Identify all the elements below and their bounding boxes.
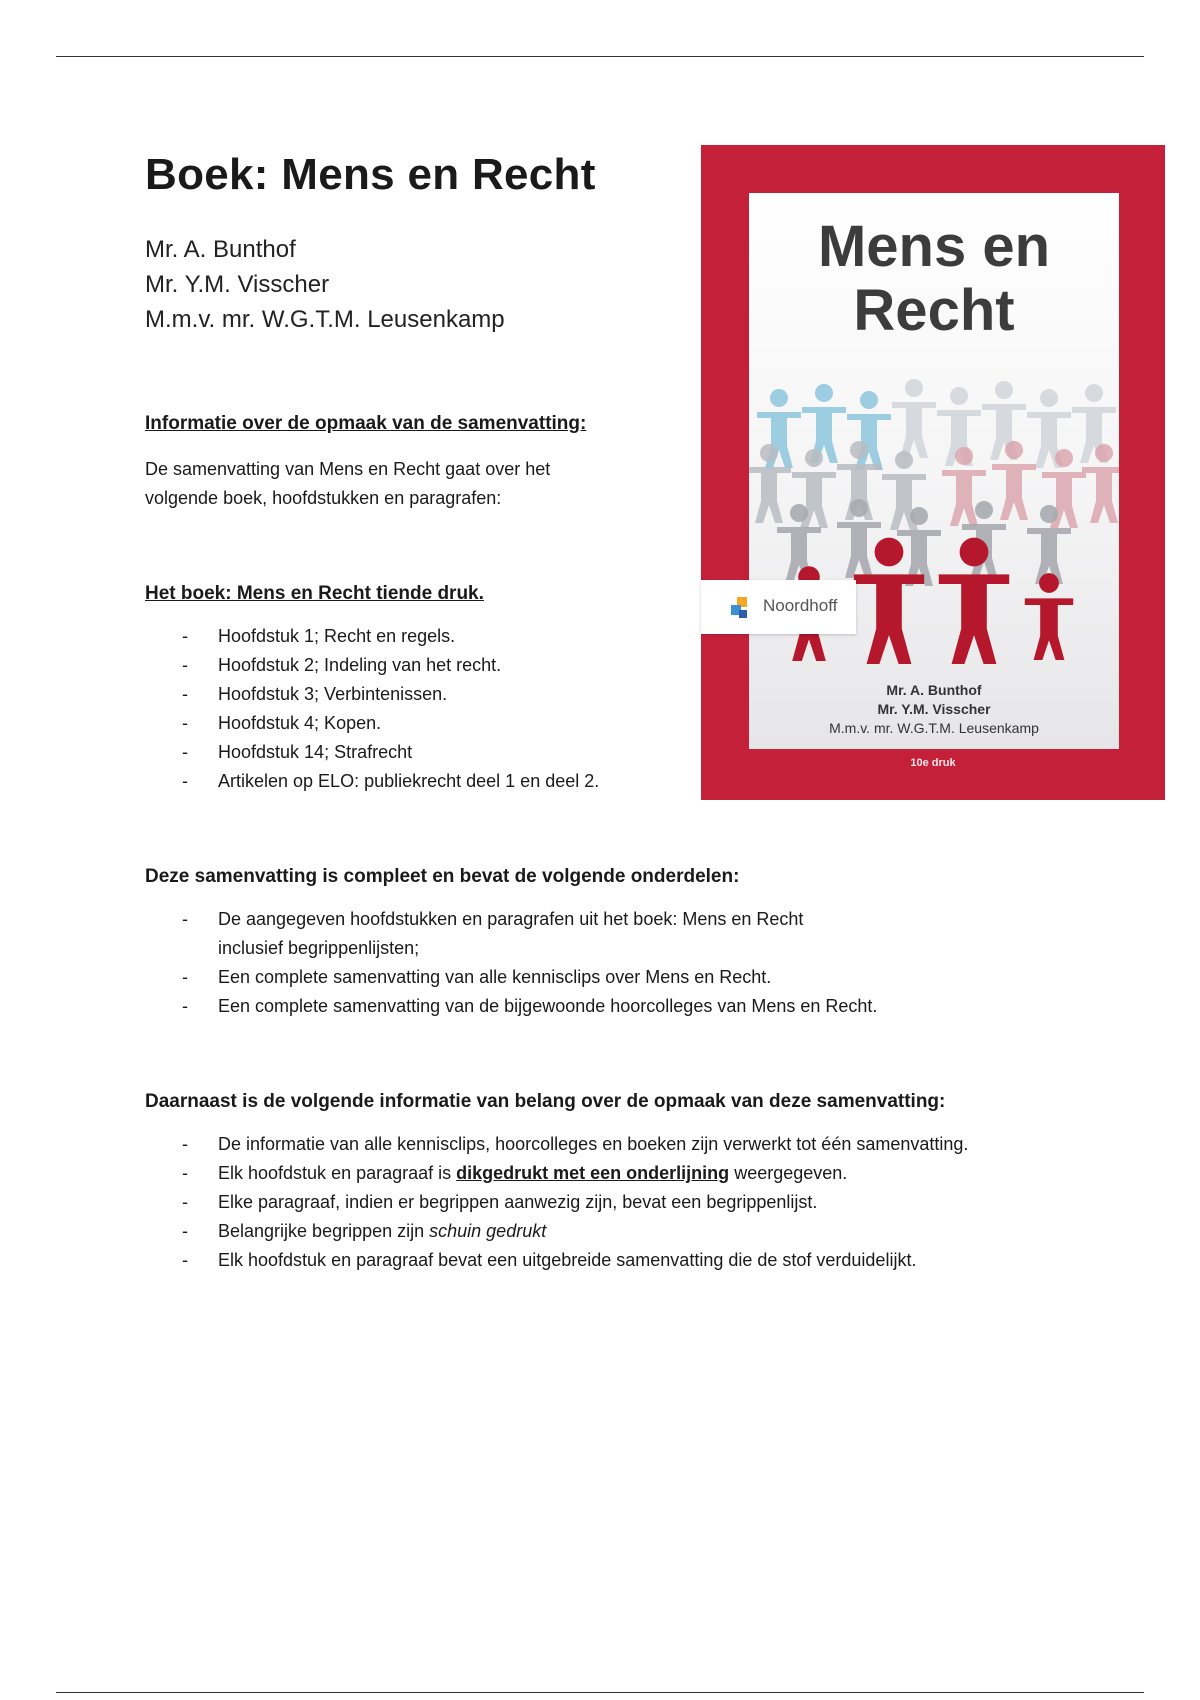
contents-list bbox=[145, 905, 878, 1021]
list-item: - Hoofdstuk 14; Strafrecht bbox=[145, 738, 599, 767]
noordhoff-logo-icon bbox=[731, 597, 753, 621]
list-item: - Elk hoofdstuk en paragraaf bevat een uitgebreide samenvatting die de stof verduidelijkt. bbox=[145, 1246, 1105, 1275]
list-item: - Elke paragraaf, indien er begrippen aanwezig zijn, bevat een begrippenlijst. bbox=[145, 1188, 1105, 1217]
list-item: - Artikelen op ELO: publiekrecht deel 1 en deel 2. bbox=[145, 767, 599, 796]
chapter-list bbox=[145, 622, 599, 796]
list-item: - Hoofdstuk 3; Verbintenissen. bbox=[145, 680, 599, 709]
cover-title-line: Mens en bbox=[817, 214, 1051, 279]
layout-info-section bbox=[145, 1091, 1105, 1275]
cover-panel bbox=[749, 193, 1119, 749]
complete-section bbox=[145, 866, 1025, 1021]
item-text: Belangrijke begrippen zijn bbox=[218, 1221, 430, 1241]
list-item: - De aangegeven hoofdstukken en paragrafen uit het boek: Mens en Recht inclusief begrippenlijsten; bbox=[145, 905, 845, 963]
book-heading: Het boek: Mens en Recht tiende druk. bbox=[145, 583, 484, 604]
list-item: - Een complete samenvatting van de bijgewoonde hoorcolleges van Mens en Recht. bbox=[145, 992, 845, 1021]
author-list bbox=[145, 232, 505, 337]
author-name: Mr. Y.M. Visscher bbox=[145, 271, 330, 298]
bottom-rule bbox=[56, 1692, 1144, 1693]
info-section bbox=[145, 413, 586, 513]
info-intro-line: De samenvatting van Mens en Recht gaat over het bbox=[145, 459, 551, 479]
list-item bbox=[145, 1217, 1105, 1246]
complete-heading: Deze samenvatting is compleet en bevat de volgende onderdelen: bbox=[145, 866, 740, 887]
item-text: Elk hoofdstuk en paragraaf is bbox=[218, 1163, 457, 1183]
publisher-name: Noordhoff bbox=[763, 596, 838, 615]
page-title: Boek: Mens en Recht bbox=[145, 150, 596, 199]
author-name: Mr. A. Bunthof bbox=[145, 236, 296, 263]
list-item: - Hoofdstuk 1; Recht en regels. bbox=[145, 622, 599, 651]
layout-info-heading: Daarnaast is de volgende informatie van belang over de opmaak van deze samenvatting: bbox=[145, 1091, 946, 1112]
list-item bbox=[145, 1159, 1105, 1188]
italic-text: schuin gedrukt bbox=[429, 1221, 547, 1241]
info-intro-line: volgende boek, hoofdstukken en paragrafen: bbox=[145, 488, 502, 508]
list-item: - De informatie van alle kennisclips, hoorcolleges en boeken zijn verwerkt tot één samenvatting. bbox=[145, 1130, 1105, 1159]
book-section bbox=[145, 583, 599, 796]
cover-author: Mr. Y.M. Visscher bbox=[877, 701, 991, 717]
cover-author: Mr. A. Bunthof bbox=[886, 682, 982, 698]
book-cover-image bbox=[701, 145, 1165, 800]
info-heading: Informatie over de opmaak van de samenvatting: bbox=[145, 413, 587, 434]
cover-title bbox=[749, 215, 1119, 343]
list-item: - Een complete samenvatting van alle kennisclips over Mens en Recht. bbox=[145, 963, 845, 992]
list-item: - Hoofdstuk 2; Indeling van het recht. bbox=[145, 651, 599, 680]
list-item: - Hoofdstuk 4; Kopen. bbox=[145, 709, 599, 738]
cover-edition: 10e druk bbox=[910, 757, 956, 769]
layout-info-list bbox=[145, 1130, 1105, 1275]
author-name: M.m.v. mr. W.G.T.M. Leusenkamp bbox=[145, 306, 505, 333]
top-rule bbox=[56, 56, 1144, 57]
bold-underlined-text: dikgedrukt met een onderlijning bbox=[456, 1163, 730, 1183]
cover-author: M.m.v. mr. W.G.T.M. Leusenkamp bbox=[829, 720, 1039, 736]
publisher-badge bbox=[701, 580, 856, 634]
cover-title-line: Recht bbox=[853, 278, 1015, 343]
cover-authors bbox=[749, 681, 1119, 738]
item-text: weergegeven. bbox=[729, 1163, 848, 1183]
